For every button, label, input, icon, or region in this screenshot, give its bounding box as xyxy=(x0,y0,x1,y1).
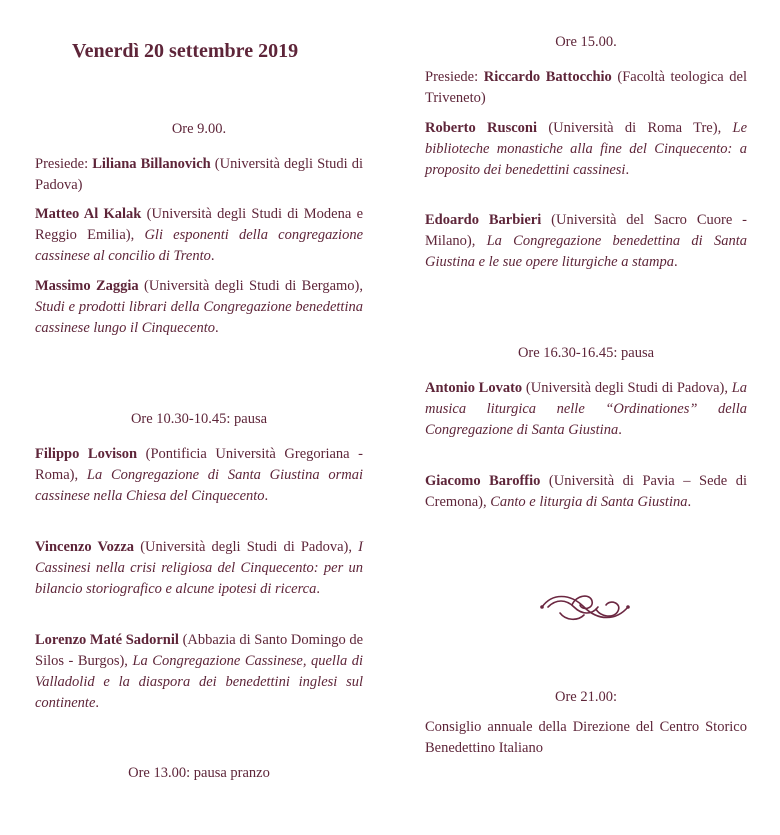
affiliation: (Abbazia di Santo Domingo de Silos - Burgos), xyxy=(35,632,364,669)
speaker-name: Massimo Zaggia xyxy=(35,278,139,294)
talk-entry: Vincenzo Vozza (Università degli Studi di Padova), I Cassinesi nella crisi religiosa del Cinquecento: per un bilancio storiografico e alcune ipotesi di ricerca. xyxy=(35,539,363,597)
talk-title: La Congregazione di Santa Giustina ormai cassinese nella Chiesa del Cinquecento xyxy=(35,467,363,504)
talk-title: La musica liturgica nelle “Ordinationes” della Congregazione di Santa Giustina xyxy=(425,380,748,438)
speaker-name: Matteo Al Kalak xyxy=(35,206,142,222)
speaker-name: Giacomo Baroffio xyxy=(425,473,541,489)
affiliation: (Università del Sacro Cuore - Milano), xyxy=(425,212,747,249)
affiliation: (Università degli Studi di Padova) xyxy=(35,156,364,193)
speaker-name: Riccardo Battocchio xyxy=(483,69,612,85)
chair-entry-morning xyxy=(35,154,363,196)
affiliation: (Università degli Studi di Padova), xyxy=(525,380,728,396)
speaker-name: Filippo Lovison xyxy=(35,446,138,462)
talk-title: Studi e prodotti librari della Congregazione benedettina cassinese lungo il Cinquecento xyxy=(35,299,363,336)
chair-label: Presiede: xyxy=(35,156,89,172)
session-time-morning: Ore 9.00. xyxy=(171,121,227,137)
chair-label: Presiede: xyxy=(425,69,479,85)
chair-entry-afternoon xyxy=(425,67,747,109)
affiliation: (Università degli Studi di Padova), xyxy=(140,539,353,555)
talk-entry: Filippo Lovison (Pontificia Università Gregoriana - Roma), La Congregazione di Santa Giustina ormai cassinese nella Chiesa del Cinquecento. xyxy=(35,446,364,504)
speaker-name: Edoardo Barbieri xyxy=(425,212,542,228)
session-time-evening: Ore 21.00: xyxy=(554,689,617,705)
session-time-afternoon: Ore 15.00. xyxy=(555,34,617,50)
break-time-morning: Ore 10.30-10.45: pausa xyxy=(130,411,268,427)
talk-entry: Roberto Rusconi (Università di Roma Tre), Le biblioteche monastiche alla fine del Cinquecento: a proposito dei benedettini cassinesi. xyxy=(425,120,748,178)
talk-entry: Lorenzo Maté Sadornil (Abbazia di Santo Domingo de Silos - Burgos), La Congregazione Cassinese, quella di Valladolid e la diaspora dei benedettini inglesi sul continente. xyxy=(35,632,364,711)
council-entry: Consiglio annuale della Direzione del Centro Storico Benedettino Italiano xyxy=(425,719,747,756)
affiliation: (Università di Roma Tre), xyxy=(548,120,722,136)
affiliation: (Università degli Studi di Bergamo), xyxy=(144,278,363,294)
speaker-name: Lorenzo Maté Sadornil xyxy=(35,632,179,648)
talk-title: Canto e liturgia di Santa Giustina xyxy=(490,494,688,510)
flourish-ornament-icon xyxy=(538,583,632,631)
talk-title: Le biblioteche monastiche alla fine del Cinquecento: a proposito dei benedettini cassinesi xyxy=(425,120,748,178)
affiliation: (Facoltà teologica del Triveneto) xyxy=(425,69,747,106)
speaker-name: Liliana Billanovich xyxy=(92,156,211,172)
talk-title: La Congregazione Cassinese, quella di Valladolid e la diaspora dei benedettini inglesi sul continente xyxy=(35,653,364,711)
talk-title: La Congregazione benedettina di Santa Giustina e le sue opere liturgiche a stampa xyxy=(425,233,747,270)
affiliation: (Università degli Studi di Modena e Reggio Emilia), xyxy=(35,206,364,243)
talk-title: I Cassinesi nella crisi religiosa del Cinquecento: per un bilancio storiografico e alcune ipotesi di ricerca xyxy=(35,539,363,597)
day-title: Venerdì 20 settembre 2019 xyxy=(72,40,299,62)
talk-entry: Massimo Zaggia (Università degli Studi di Bergamo), Studi e prodotti librari della Congregazione benedettina cassinese lungo il Cinquecento. xyxy=(35,278,363,336)
break-time-afternoon: Ore 16.30-16.45: pausa xyxy=(517,345,655,361)
talk-entry: Antonio Lovato (Università degli Studi di Padova), La musica liturgica nelle “Ordinationes” della Congregazione di Santa Giustina. xyxy=(425,380,748,438)
talk-entry: Matteo Al Kalak (Università degli Studi di Modena e Reggio Emilia), Gli esponenti della congregazione cassinese al concilio di Trento. xyxy=(35,206,364,264)
lunch-break-time: Ore 13.00: pausa pranzo xyxy=(128,765,270,781)
affiliation: (Università di Pavia – Sede di Cremona), xyxy=(425,473,748,510)
talk-title: Gli esponenti della congregazione cassinese al concilio di Trento xyxy=(35,227,364,264)
speaker-name: Roberto Rusconi xyxy=(425,120,538,136)
affiliation: (Pontificia Università Gregoriana - Roma), xyxy=(35,446,364,483)
speaker-name: Antonio Lovato xyxy=(425,380,523,396)
talk-entry: Giacomo Baroffio (Università di Pavia – Sede di Cremona), Canto e liturgia di Santa Giustina. xyxy=(425,473,748,510)
talk-entry: Edoardo Barbieri (Università del Sacro Cuore - Milano), La Congregazione benedettina di Santa Giustina e le sue opere liturgiche a stampa. xyxy=(425,212,747,270)
speaker-name: Vincenzo Vozza xyxy=(35,539,135,555)
